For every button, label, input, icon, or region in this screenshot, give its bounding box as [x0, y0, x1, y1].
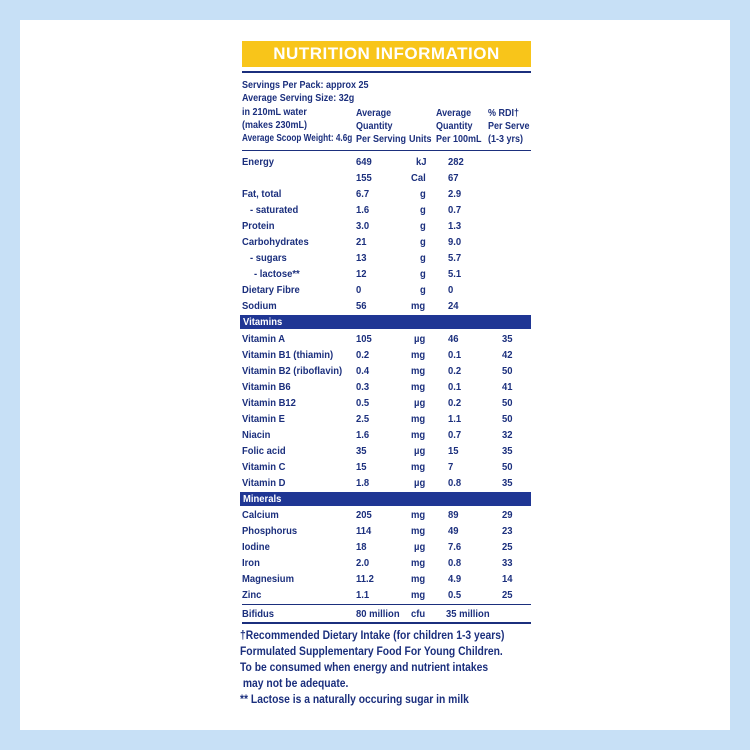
scoop-weight: Average Scoop Weight: 4.6g [242, 133, 353, 144]
mineral-unit: mg [411, 589, 426, 601]
vitamin-name: Vitamin B2 (riboflavin) [242, 365, 343, 377]
header-divider [242, 150, 531, 151]
mineral-name: Iodine [242, 541, 270, 553]
bifidus-bottom-divider [242, 622, 531, 624]
vitamins-label: Vitamins [243, 316, 283, 328]
nutrient-per100: 2.9 [448, 188, 462, 200]
vitamin-unit: mg [411, 381, 426, 393]
vitamin-name: Vitamin D [242, 477, 286, 489]
vitamin-per100: 7 [448, 461, 454, 473]
vitamin-rdi: 35 [502, 333, 513, 345]
serving-size: Average Serving Size: 32g [242, 93, 355, 104]
footnote-consume: To be consumed when energy and nutrient intakes [240, 660, 489, 674]
vitamin-unit: mg [411, 429, 426, 441]
nutrient-serving: 56 [356, 300, 367, 312]
nutrient-unit: g [420, 188, 426, 200]
vitamin-per100: 0.8 [448, 477, 462, 489]
vitamin-serving: 0.2 [356, 349, 370, 361]
mineral-per100: 0.5 [448, 589, 462, 601]
nutrient-unit: g [420, 236, 426, 248]
bifidus-unit: cfu [411, 608, 426, 620]
serving-water: in 210mL water [242, 107, 307, 118]
nutrient-name: Carbohydrates [242, 236, 309, 248]
mineral-per100: 49 [448, 525, 459, 537]
nutrient-per100: 282 [448, 156, 464, 168]
vitamin-unit: µg [414, 477, 426, 489]
nutrient-unit: g [420, 284, 426, 296]
footnote-formulated: Formulated Supplementary Food For Young Children. [240, 644, 503, 658]
mineral-rdi: 23 [502, 525, 513, 537]
nutrient-serving: 1.6 [356, 204, 370, 216]
vitamins-section-header [240, 315, 531, 329]
vitamin-rdi: 50 [502, 365, 513, 377]
nutrient-serving: 3.0 [356, 220, 370, 232]
nutrient-unit: g [420, 252, 426, 264]
vitamin-serving: 0.5 [356, 397, 370, 409]
nutrient-serving: 0 [356, 284, 362, 296]
serving-makes: (makes 230mL) [242, 120, 308, 131]
nutrient-unit: g [420, 220, 426, 232]
col-serving-h2: Quantity [356, 121, 393, 132]
nutrient-serving: 12 [356, 268, 367, 280]
vitamin-name: Vitamin B6 [242, 381, 291, 393]
nutrient-serving: 6.7 [356, 188, 370, 200]
mineral-per100: 7.6 [448, 541, 462, 553]
vitamin-per100: 0.1 [448, 349, 462, 361]
vitamin-per100: 1.1 [448, 413, 462, 425]
minerals-label: Minerals [243, 493, 282, 505]
vitamin-rdi: 42 [502, 349, 513, 361]
vitamin-unit: µg [414, 397, 426, 409]
vitamin-name: Vitamin B12 [242, 397, 296, 409]
nutrient-serving: 13 [356, 252, 367, 264]
vitamin-rdi: 50 [502, 461, 513, 473]
nutrient-name: Fat, total [242, 188, 282, 200]
vitamin-per100: 0.2 [448, 397, 462, 409]
col-serving-h1: Average [356, 108, 392, 119]
nutrient-per100: 9.0 [448, 236, 462, 248]
col-100ml-h1: Average [436, 108, 472, 119]
vitamin-name: Vitamin C [242, 461, 286, 473]
nutrient-unit: g [420, 268, 426, 280]
vitamin-name: Vitamin A [242, 333, 286, 345]
mineral-rdi: 33 [502, 557, 513, 569]
minerals-section-header [240, 492, 531, 506]
mineral-name: Calcium [242, 509, 279, 521]
mineral-unit: mg [411, 525, 426, 537]
vitamin-per100: 0.2 [448, 365, 462, 377]
vitamin-unit: µg [414, 333, 426, 345]
vitamin-rdi: 50 [502, 413, 513, 425]
vitamin-serving: 15 [356, 461, 367, 473]
vitamin-rdi: 50 [502, 397, 513, 409]
vitamin-name: Vitamin E [242, 413, 285, 425]
nutrient-name: - saturated [250, 204, 299, 216]
col-rdi-h1: % RDI† [488, 108, 520, 119]
nutrient-per100: 67 [448, 172, 459, 184]
vitamin-name: Vitamin B1 (thiamin) [242, 349, 334, 361]
nutrition-title: NUTRITION INFORMATION [242, 41, 531, 67]
mineral-unit: mg [411, 573, 426, 585]
nutrient-unit: mg [411, 300, 426, 312]
mineral-name: Phosphorus [242, 525, 298, 537]
mineral-serving: 1.1 [356, 589, 370, 601]
vitamin-unit: mg [411, 461, 426, 473]
vitamin-serving: 105 [356, 333, 372, 345]
nutrient-serving: 649 [356, 156, 372, 168]
vitamin-serving: 1.6 [356, 429, 370, 441]
nutrient-name: Protein [242, 220, 275, 232]
vitamin-per100: 0.7 [448, 429, 462, 441]
vitamin-name: Niacin [242, 429, 271, 441]
mineral-serving: 114 [356, 525, 372, 537]
nutrient-serving: 155 [356, 172, 372, 184]
mineral-rdi: 29 [502, 509, 513, 521]
vitamin-unit: mg [411, 365, 426, 377]
mineral-per100: 4.9 [448, 573, 462, 585]
nutrient-per100: 0.7 [448, 204, 462, 216]
mineral-per100: 89 [448, 509, 459, 521]
col-100ml-h3: Per 100mL [436, 134, 482, 145]
mineral-unit: mg [411, 509, 426, 521]
nutrient-per100: 24 [448, 300, 459, 312]
nutrient-name: Sodium [242, 300, 277, 312]
nutrient-per100: 1.3 [448, 220, 462, 232]
col-serving-h3: Per Serving [356, 134, 407, 145]
nutrient-serving: 21 [356, 236, 367, 248]
vitamin-serving: 2.5 [356, 413, 370, 425]
nutrient-per100: 0 [448, 284, 454, 296]
footnote-rdi: †Recommended Dietary Intake (for children 1-3 years) [240, 628, 505, 642]
vitamin-rdi: 41 [502, 381, 513, 393]
footnote-lactose: ** Lactose is a naturally occuring sugar in milk [240, 692, 469, 706]
col-100ml-h2: Quantity [436, 121, 473, 132]
vitamin-unit: µg [414, 445, 426, 457]
bifidus-per100: 35 million [446, 608, 490, 620]
col-units-header: Units [409, 134, 432, 145]
nutrient-name: - sugars [250, 252, 287, 264]
nutrient-unit: Cal [411, 172, 426, 184]
mineral-per100: 0.8 [448, 557, 462, 569]
bifidus-name: Bifidus [242, 608, 275, 620]
vitamin-serving: 0.4 [356, 365, 370, 377]
vitamin-name: Folic acid [242, 445, 286, 457]
servings-per-pack: Servings Per Pack: approx 25 [242, 80, 369, 91]
vitamin-serving: 35 [356, 445, 367, 457]
vitamin-per100: 15 [448, 445, 459, 457]
bifidus-serving: 80 million [356, 608, 400, 620]
mineral-name: Iron [242, 557, 260, 569]
mineral-serving: 11.2 [356, 573, 374, 585]
col-rdi-h3: (1-3 yrs) [488, 134, 524, 145]
vitamin-serving: 1.8 [356, 477, 370, 489]
mineral-name: Zinc [242, 589, 262, 601]
col-rdi-h2: Per Serve [488, 121, 530, 132]
mineral-rdi: 14 [502, 573, 513, 585]
mineral-serving: 18 [356, 541, 367, 553]
mineral-name: Magnesium [242, 573, 294, 585]
vitamin-per100: 46 [448, 333, 459, 345]
footnote-adequate: may not be adequate. [240, 676, 349, 690]
mineral-rdi: 25 [502, 589, 513, 601]
nutrient-name: Energy [242, 156, 275, 168]
nutrient-unit: kJ [416, 156, 427, 168]
nutrient-per100: 5.7 [448, 252, 462, 264]
mineral-rdi: 25 [502, 541, 513, 553]
mineral-serving: 205 [356, 509, 372, 521]
vitamin-unit: mg [411, 349, 426, 361]
mineral-serving: 2.0 [356, 557, 370, 569]
vitamin-rdi: 35 [502, 445, 513, 457]
vitamin-rdi: 35 [502, 477, 513, 489]
bifidus-top-divider [242, 604, 531, 605]
vitamin-rdi: 32 [502, 429, 513, 441]
vitamin-serving: 0.3 [356, 381, 370, 393]
title-divider [242, 71, 531, 73]
mineral-unit: mg [411, 557, 426, 569]
nutrient-name: Dietary Fibre [242, 284, 300, 296]
nutrient-per100: 5.1 [448, 268, 462, 280]
vitamin-unit: mg [411, 413, 426, 425]
nutrient-unit: g [420, 204, 426, 216]
vitamin-per100: 0.1 [448, 381, 462, 393]
mineral-unit: µg [414, 541, 426, 553]
nutrient-name: - lactose** [254, 268, 300, 280]
